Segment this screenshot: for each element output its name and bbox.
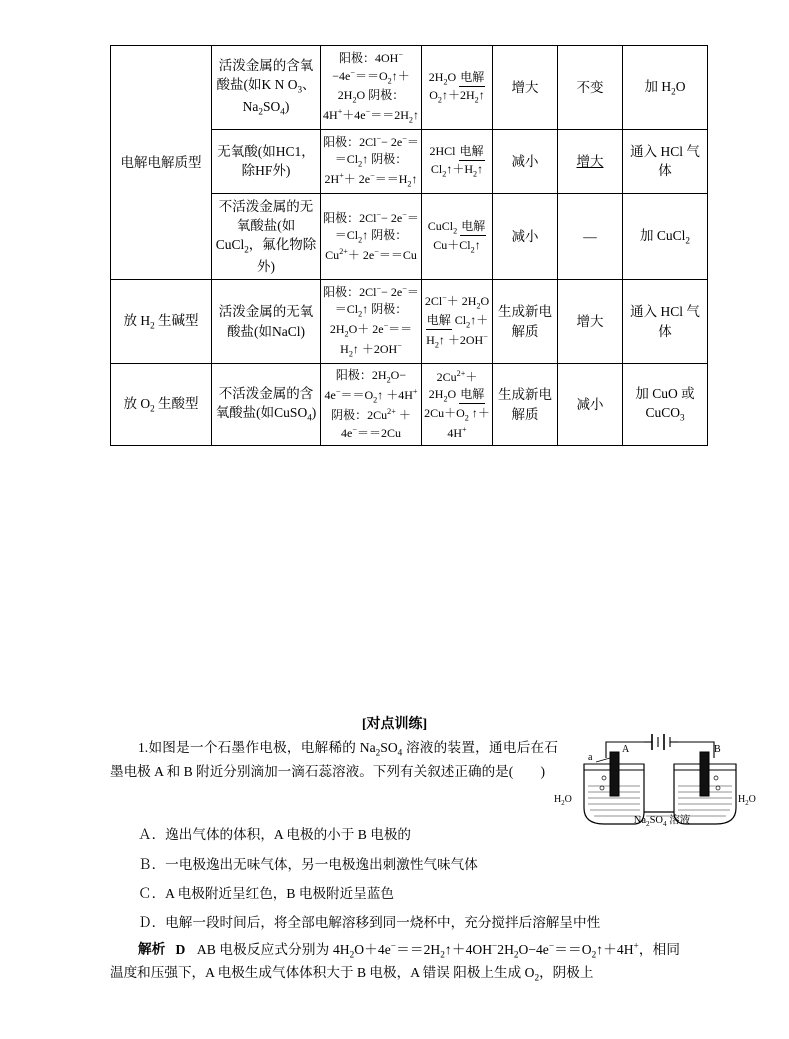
cell-total-eq-3: $2Cl^-+ 2H_2O$ 电解 $Cl_2↑+H_2↑ +2OH^-$ bbox=[422, 280, 493, 364]
cell-electrolyte-4: 不活泼金属的含氧酸盐(如CuSO$_4$) bbox=[212, 364, 321, 446]
cell-electrode-eq-4: 阳极：$2H_2O-$ $4e^-==O_2↑ +4H^+$ 阴极：$2Cu^{2+} +4e^-==2Cu$ bbox=[321, 364, 422, 446]
table-row bbox=[111, 280, 708, 364]
cell-total-eq-1: 2HCl 电解 $Cl_2↑+H_2↑$ bbox=[422, 129, 493, 193]
cell-restore-2: 加 CuCl$_2$ bbox=[623, 193, 708, 279]
question-number: 1. bbox=[138, 740, 149, 755]
answer-label: 解析 bbox=[138, 941, 166, 957]
cell-electrode-eq-0: 阳极：$4OH^- -4e^-==O_2↑+2H_2O$ 阴极：$4H^++4e^-==2H_2↑$ bbox=[321, 46, 422, 130]
answer-value: D bbox=[175, 941, 186, 957]
table-body bbox=[111, 46, 708, 446]
cell-ph-2: — bbox=[558, 193, 623, 279]
cell-electrode-eq-2: 阳极：$2Cl^-- 2e^-==Cl_2↑$ 阴极：$Cu^{2+}+ 2e^-==Cu$ bbox=[321, 193, 422, 279]
cell-restore-4: 加 CuO 或 CuCO$_3$ bbox=[623, 364, 708, 446]
cell-ph-3: 增大 bbox=[558, 280, 623, 364]
answer-text: AB 电极反应式分别为 $4H_2O+4e^-==2H_2↑+4OH^-2H_2O-4e^-==O_2↑+4H^+$，相同温度和压强下，A 电极生成气体体积大于 B 电极，A 错误 阳极上生成 $O_2$，阴极上 bbox=[110, 940, 680, 983]
cell-electrolyte-2: 不活泼金属的无氧酸盐(如CuCl$_2$，氟化物除外) bbox=[212, 193, 321, 279]
cell-restore-3: 通入 HCl 气体 bbox=[623, 280, 708, 364]
question-text bbox=[110, 737, 558, 783]
cell-ph-4: 减小 bbox=[558, 364, 623, 446]
option-C: Ｃ．A 电极附近呈红色，B 电极附近呈蓝色 bbox=[138, 886, 395, 901]
cell-electrolyte-0: 活泼金属的含氧酸盐(如K N $O_3$、$Na_2SO_4$) bbox=[212, 46, 321, 130]
cell-type-3: 放 $H_2$ 生碱型 bbox=[111, 280, 212, 364]
cell-conc-4: 生成新电解质 bbox=[493, 364, 558, 446]
option-D: Ｄ．电解一段时间后，将全部电解溶移到同一烧杯中，充分搅拌后溶解呈中性 bbox=[138, 915, 601, 930]
figure-label-a: a bbox=[588, 752, 593, 763]
figure-caption: $Na_2SO_4$ 溶液 bbox=[633, 815, 691, 829]
cell-total-eq-4: $2Cu^{2+}+ 2H_2O$ 电解 $2Cu+O_2$ ↑＋4H+ bbox=[422, 364, 493, 446]
table-row bbox=[111, 46, 708, 130]
cell-type-0: 电解电解质型 bbox=[111, 46, 212, 280]
cell-total-eq-2: CuCl$_2$ 电解 $Cu+Cl_2↑$ bbox=[422, 193, 493, 279]
cell-ph-0: 不变 bbox=[558, 46, 623, 130]
cell-type-4: 放 $O_2$ 生酸型 bbox=[111, 364, 212, 446]
cell-restore-1: 通入 HCl 气体 bbox=[623, 129, 708, 193]
figure-label-B: B bbox=[714, 744, 721, 755]
cell-conc-1: 减小 bbox=[493, 129, 558, 193]
table-row bbox=[111, 364, 708, 446]
question-body: 如图是一个石墨作电极，电解稀的 $Na_2SO_4$ 溶液的装置，通电后在石墨电极 A 和 B 附近分别滴加一滴石蕊溶液。下列有关叙述正确的是( ) bbox=[110, 740, 559, 779]
cell-electrode-eq-3: 阳极：$2Cl^-- 2e^-==Cl_2↑$ 阴极：$2H_2O+$ $2e^-==H_2↑ +2OH^-$ bbox=[321, 280, 422, 364]
cell-electrolyte-3: 活泼金属的无氧酸盐(如NaCl) bbox=[212, 280, 321, 364]
figure-label-water-left: $H_2O$ bbox=[554, 794, 572, 807]
answer-block bbox=[110, 938, 680, 986]
section-heading: [对点训练] bbox=[361, 717, 428, 732]
cell-conc-0: 增大 bbox=[493, 46, 558, 130]
electrolysis-table bbox=[110, 45, 708, 446]
figure-label-A: A bbox=[622, 744, 630, 755]
cell-ph-1: 增大 bbox=[558, 129, 623, 193]
cell-conc-2: 减小 bbox=[493, 193, 558, 279]
figure-label-water-right: $H_2O$ bbox=[738, 794, 756, 807]
cell-electrode-eq-1: 阳极：$2Cl^-- 2e^-==Cl_2↑$ 阴极：$2H^++ 2e^-==H_2↑$ bbox=[321, 129, 422, 193]
cell-total-eq-0: $2H_2O$ 电解 $O_2↑+2H_2↑$ bbox=[422, 46, 493, 130]
option-A: Ａ．逸出气体的体积，A 电极的小于 B 电极的 bbox=[138, 827, 412, 842]
cell-electrolyte-1: 无氧酸(如HC1，除HF外) bbox=[212, 129, 321, 193]
cell-restore-0: 加 $H_2O$ bbox=[623, 46, 708, 130]
option-B: Ｂ．一电极逸出无味气体，另一电极逸出刺激性气味气体 bbox=[138, 857, 478, 872]
cell-conc-3: 生成新电解质 bbox=[493, 280, 558, 364]
